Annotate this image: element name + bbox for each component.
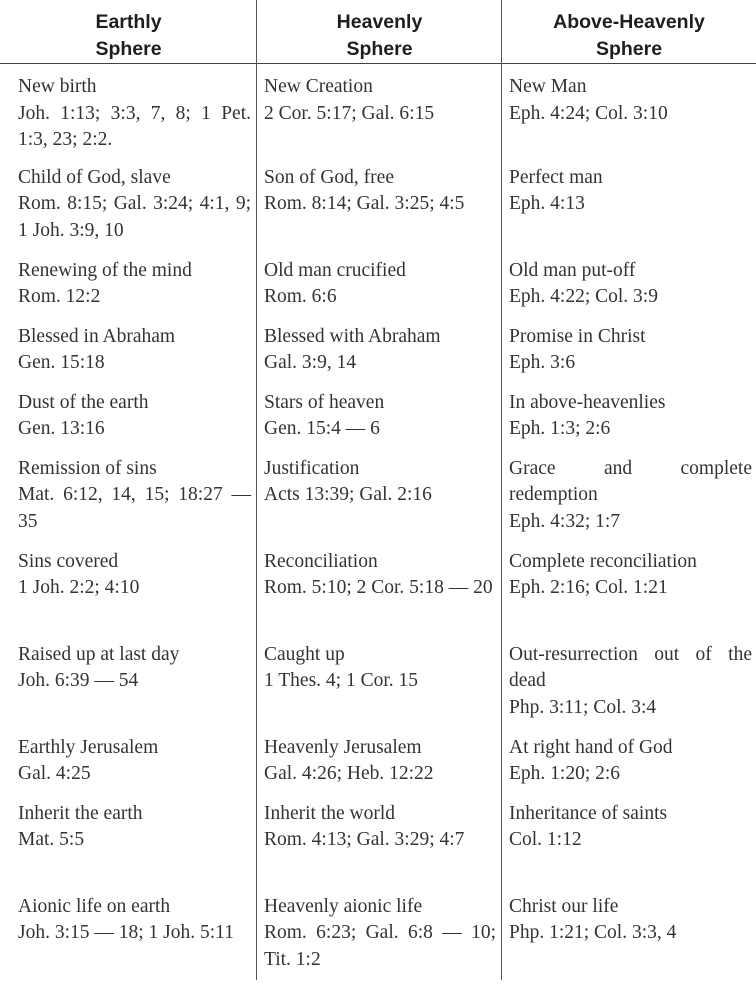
table-cell xyxy=(257,793,502,886)
scripture-references: Rom. 5:10; 2 Cor. 5:18 — 20 xyxy=(264,577,493,598)
table-cell xyxy=(502,541,756,634)
cell-content xyxy=(0,642,257,695)
entry-title: Complete reconciliation xyxy=(509,550,697,572)
cell-content xyxy=(502,735,756,788)
entry-title: Heavenly Jerusalem xyxy=(264,736,422,758)
table-cell xyxy=(0,448,257,541)
table-row xyxy=(0,886,756,979)
entry-title: New Man xyxy=(509,76,587,97)
table-row xyxy=(0,793,756,886)
cell-content xyxy=(257,894,502,974)
entry-title: Child of God, slave xyxy=(18,166,171,188)
table-cell xyxy=(0,382,257,448)
cell-content xyxy=(257,390,502,443)
scripture-references: Eph. 3:6 xyxy=(509,352,576,373)
entry-title: Remission of sins xyxy=(18,457,157,479)
entry-title: At right hand of God xyxy=(509,736,673,758)
table-cell xyxy=(257,316,502,382)
cell-content xyxy=(0,456,257,536)
header-above-heavenly-sphere xyxy=(502,0,756,64)
entry-title: Son of God, free xyxy=(264,166,394,188)
scripture-references: Eph. 4:24; Col. 3:10 xyxy=(509,102,668,124)
entry-title: Earthly Jerusalem xyxy=(18,736,159,758)
table-row xyxy=(0,382,756,448)
cell-content xyxy=(257,74,502,127)
entry-title: Caught up xyxy=(264,643,345,665)
table-cell xyxy=(257,541,502,634)
entry-title: Perfect man xyxy=(509,166,603,188)
cell-content xyxy=(257,549,502,602)
table-row xyxy=(0,448,756,541)
header-line: Above-Heavenly xyxy=(553,11,705,33)
cell-content xyxy=(502,801,756,854)
scripture-references: Eph. 4:22; Col. 3:9 xyxy=(509,286,658,307)
cell-content xyxy=(502,894,756,947)
entry-title: In above-heavenlies xyxy=(509,391,666,413)
cell-content xyxy=(502,549,756,602)
table-cell xyxy=(0,793,257,886)
scripture-references: Rom. 8:14; Gal. 3:25; 4:5 xyxy=(264,193,465,214)
table-cell xyxy=(502,316,756,382)
cell-content xyxy=(502,74,756,127)
table-cell xyxy=(0,64,257,157)
entry-title: Justification xyxy=(264,457,360,479)
scripture-references: Gal. 4:26; Heb. 12:22 xyxy=(264,763,434,784)
entry-title: Sins covered xyxy=(18,550,119,572)
entry-title: Inheritance of saints xyxy=(509,802,668,824)
scripture-references: Php. 1:21; Col. 3:3, 4 xyxy=(509,922,677,943)
scripture-references: Gal. 4:25 xyxy=(18,763,91,784)
header-heavenly-sphere xyxy=(257,0,502,64)
table-cell xyxy=(0,727,257,793)
table-cell xyxy=(0,250,257,316)
entry-title: Blessed with Abraham xyxy=(264,325,441,347)
table-cell xyxy=(502,64,756,157)
scripture-references: Php. 3:11; Col. 3:4 xyxy=(509,696,657,718)
table-cell xyxy=(257,64,502,157)
table-cell xyxy=(502,634,756,727)
table-row xyxy=(0,250,756,316)
table-cell xyxy=(0,316,257,382)
table-cell xyxy=(257,382,502,448)
entry-title: New Creation xyxy=(264,76,373,97)
cell-content xyxy=(257,258,502,311)
scripture-references: Eph. 4:13 xyxy=(509,193,585,214)
cell-content xyxy=(502,390,756,443)
cell-content xyxy=(0,735,257,788)
header-row xyxy=(0,0,756,64)
table-row xyxy=(0,634,756,727)
scripture-references: Eph. 1:20; 2:6 xyxy=(509,763,621,784)
scripture-references: 1 Thes. 4; 1 Cor. 15 xyxy=(264,670,419,691)
scripture-references: Joh. 1:13; 3:3, 7, 8; 1 Pet. 1:3, 23; 2:2. xyxy=(18,102,251,150)
scripture-references: Acts 13:39; Gal. 2:16 xyxy=(264,484,432,505)
scripture-references: Joh. 3:15 — 18; 1 Joh. 5:11 xyxy=(18,922,234,943)
entry-title: Heavenly aionic life xyxy=(264,895,423,917)
table-cell xyxy=(0,634,257,727)
table-cell xyxy=(502,250,756,316)
cell-content xyxy=(0,894,257,947)
table-cell xyxy=(257,886,502,979)
table-cell xyxy=(0,157,257,250)
cell-content xyxy=(502,258,756,311)
entry-title: Reconciliation xyxy=(264,550,378,572)
scripture-references: Gal. 3:9, 14 xyxy=(264,352,357,373)
column-divider xyxy=(501,0,502,980)
entry-title: New birth xyxy=(18,76,97,97)
cell-content xyxy=(502,456,756,536)
scripture-references: Gen. 15:18 xyxy=(18,352,105,373)
entry-title: Stars of heaven xyxy=(264,391,385,413)
scripture-references: Joh. 6:39 — 54 xyxy=(18,670,139,691)
entry-title: Christ our life xyxy=(509,895,619,917)
entry-title: Old man put-off xyxy=(509,259,636,281)
table-row xyxy=(0,316,756,382)
entry-title: Blessed in Abraham xyxy=(18,325,176,347)
entry-title: Inherit the world xyxy=(264,802,396,824)
scripture-references: Mat. 5:5 xyxy=(18,829,85,850)
scripture-references: Eph. 4:32; 1:7 xyxy=(509,510,621,532)
scripture-references: Eph. 2:16; Col. 1:21 xyxy=(509,577,668,598)
header-line: Sphere xyxy=(595,38,663,60)
cell-content xyxy=(502,165,756,218)
table-body xyxy=(0,64,756,979)
header-earthly-sphere xyxy=(0,0,257,64)
entry-title: Aionic life on earth xyxy=(18,895,171,917)
table-cell xyxy=(257,727,502,793)
table-row xyxy=(0,157,756,250)
table-cell xyxy=(257,634,502,727)
cell-content xyxy=(0,390,257,443)
scripture-references: Rom. 12:2 xyxy=(18,286,101,307)
cell-content xyxy=(257,165,502,218)
table-cell xyxy=(0,886,257,979)
table-row xyxy=(0,727,756,793)
table-cell xyxy=(257,448,502,541)
scripture-references: Gen. 15:4 — 6 xyxy=(264,418,380,439)
scripture-references: Mat. 6:12, 14, 15; 18:27 — 35 xyxy=(18,484,251,532)
table-cell xyxy=(502,382,756,448)
scripture-references: Rom. 8:15; Gal. 3:24; 4:1, 9; 1 Joh. 3:9, 10 xyxy=(18,193,251,241)
table-row xyxy=(0,64,756,157)
table-cell xyxy=(257,157,502,250)
column-divider xyxy=(256,0,257,980)
scripture-references: Rom. 6:23; Gal. 6:8 — 10; Tit. 1:2 xyxy=(264,922,496,970)
table-cell xyxy=(502,793,756,886)
table-cell xyxy=(502,727,756,793)
cell-content xyxy=(0,549,257,602)
cell-content xyxy=(0,258,257,311)
entry-title: Dust of the earth xyxy=(18,391,149,413)
table-cell xyxy=(502,448,756,541)
cell-content xyxy=(502,642,756,722)
table-cell xyxy=(502,886,756,979)
table-header xyxy=(0,0,756,64)
table-row xyxy=(0,541,756,634)
entry-title: Inherit the earth xyxy=(18,802,143,824)
entry-title: Old man crucified xyxy=(264,259,406,281)
cell-content xyxy=(0,324,257,377)
entry-title: Renewing of the mind xyxy=(18,259,192,281)
header-line: Sphere xyxy=(346,38,413,60)
header-line: Heavenly xyxy=(336,11,423,33)
cell-content xyxy=(502,324,756,377)
scripture-references: 2 Cor. 5:17; Gal. 6:15 xyxy=(264,102,435,124)
table-cell xyxy=(257,250,502,316)
cell-content xyxy=(0,165,257,245)
entry-title: Promise in Christ xyxy=(509,325,646,347)
scripture-references: Eph. 1:3; 2:6 xyxy=(509,418,611,439)
table-cell xyxy=(502,157,756,250)
header-line: Earthly xyxy=(95,11,162,33)
scripture-references: Col. 1:12 xyxy=(509,829,582,850)
entry-title: Raised up at last day xyxy=(18,643,180,665)
cell-content xyxy=(257,801,502,854)
entry-title: Grace and complete redemption xyxy=(509,457,752,505)
scripture-references: Rom. 6:6 xyxy=(264,286,337,307)
cell-content xyxy=(257,324,502,377)
cell-content xyxy=(0,801,257,854)
table-cell xyxy=(0,541,257,634)
cell-content xyxy=(257,456,502,509)
scripture-references: Gen. 13:16 xyxy=(18,418,105,439)
cell-content xyxy=(0,74,257,154)
scripture-references: 1 Joh. 2:2; 4:10 xyxy=(18,577,140,598)
cell-content xyxy=(257,735,502,788)
cell-content xyxy=(257,642,502,695)
entry-title: Out-resurrection out of the dead xyxy=(509,643,752,691)
header-line: Sphere xyxy=(95,38,162,60)
scripture-references: Rom. 4:13; Gal. 3:29; 4:7 xyxy=(264,829,465,850)
